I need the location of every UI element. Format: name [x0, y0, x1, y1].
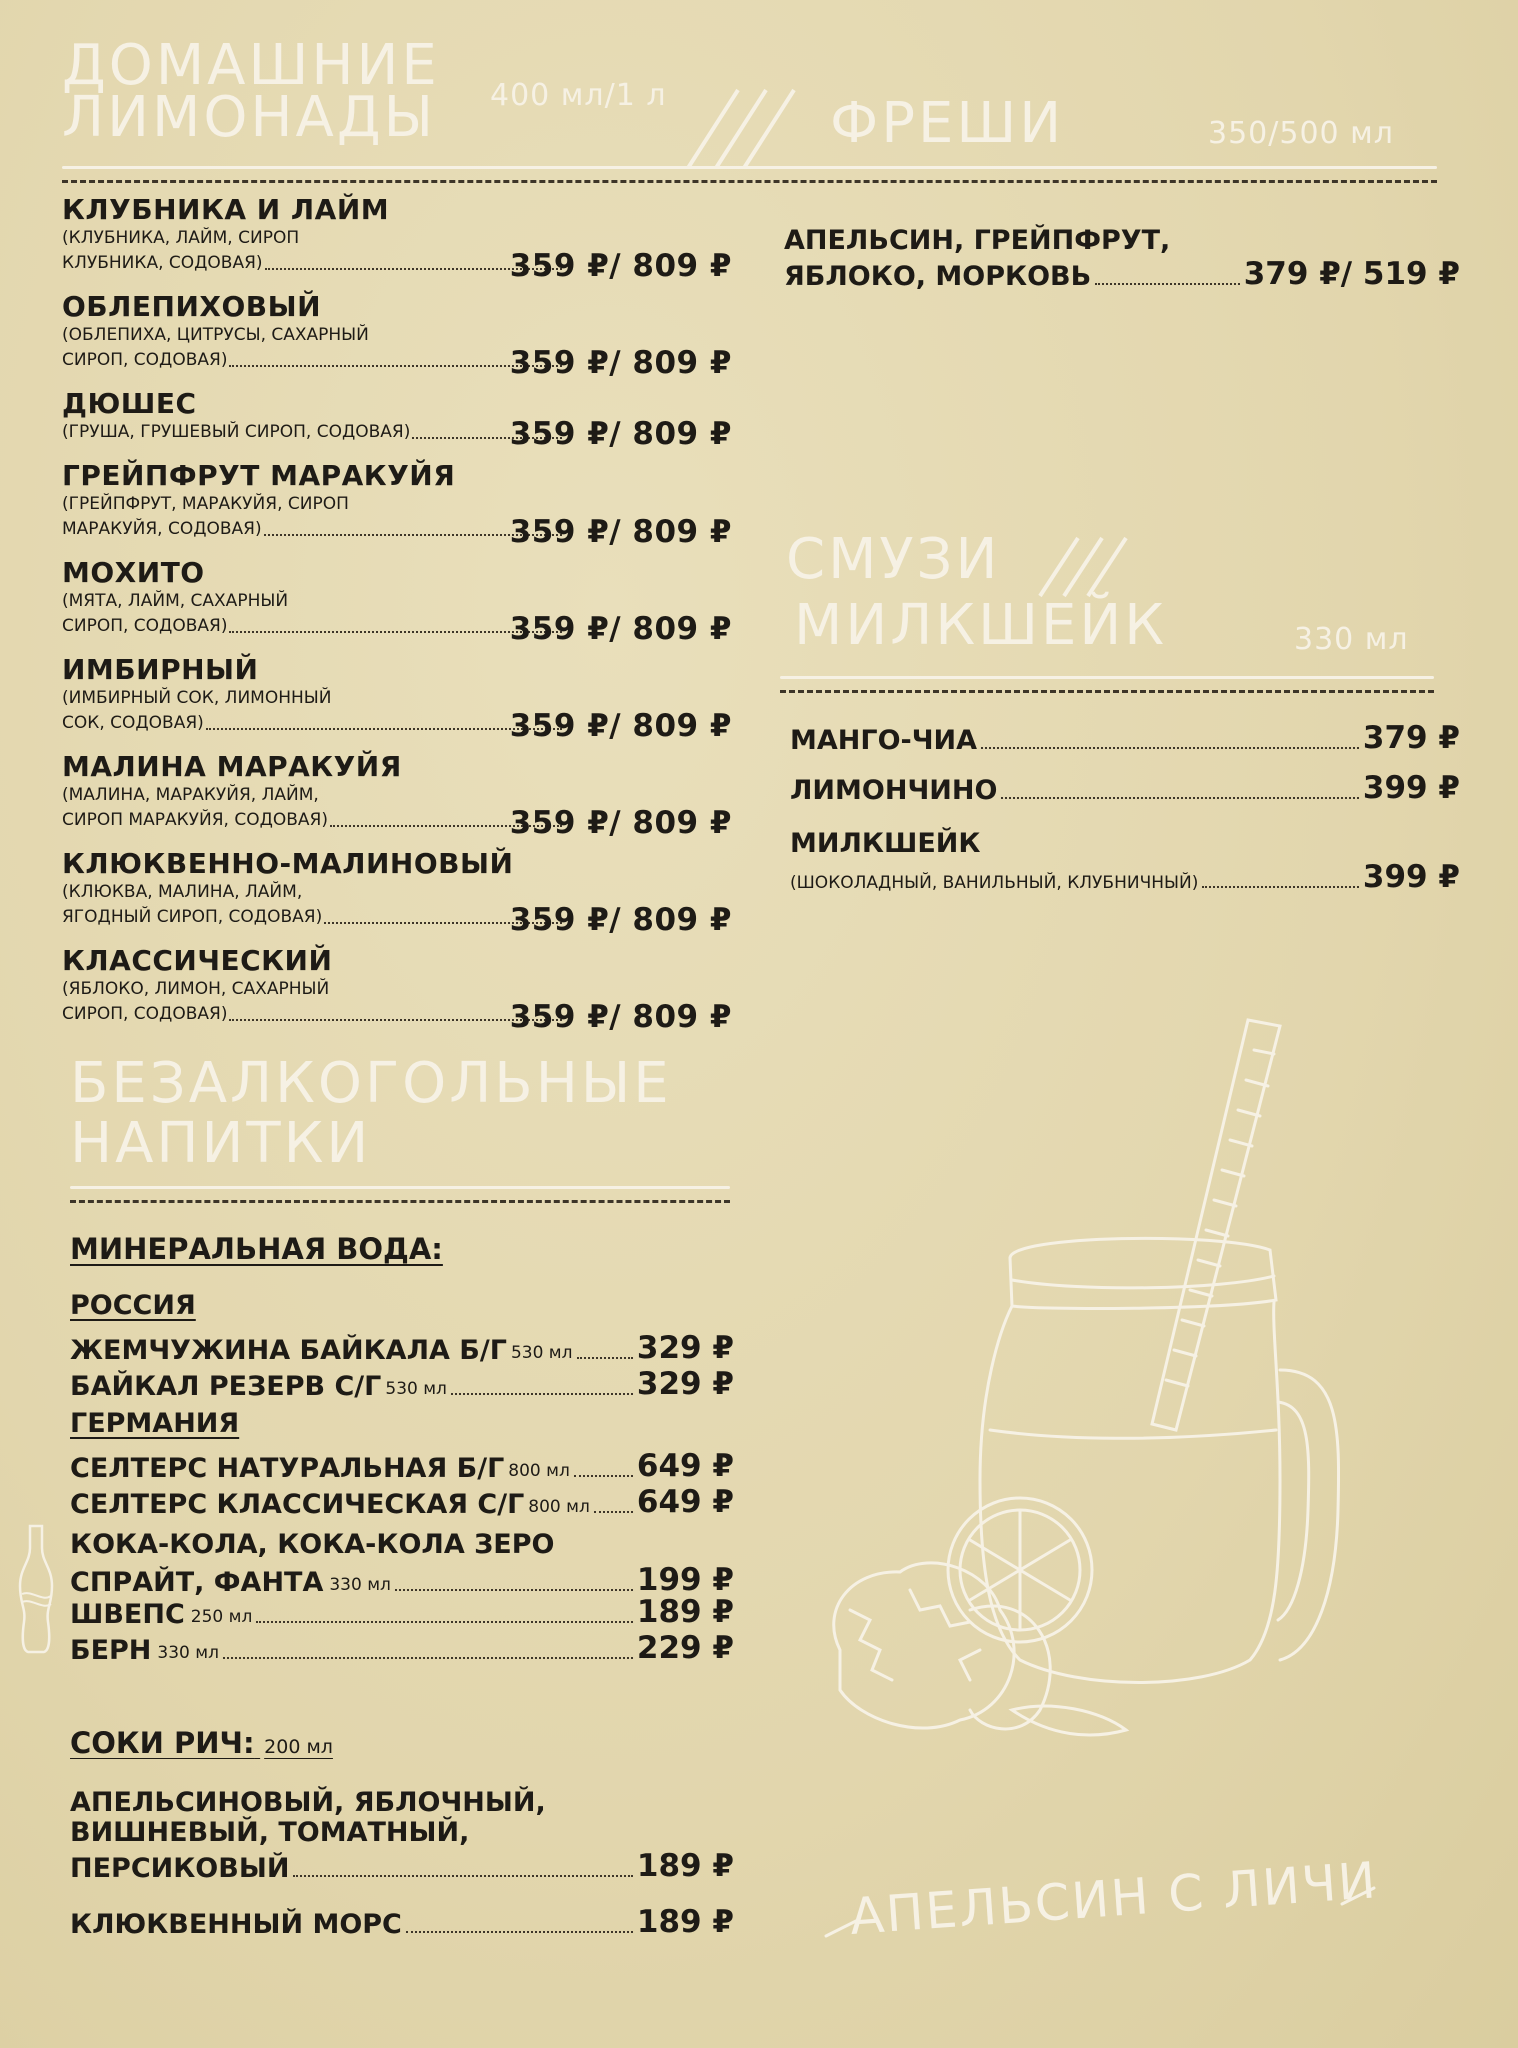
lemonade-composition: СИРОП, СОДОВАЯ)	[62, 350, 228, 370]
cola-item	[70, 1528, 734, 1598]
lemonade-item	[62, 653, 732, 744]
lemonade-composition: (ЯБЛОКО, ЛИМОН, САХАРНЫЙ	[62, 979, 330, 999]
leader-dots	[451, 1393, 633, 1395]
leader-dots	[223, 1657, 633, 1659]
drink-price: 189 ₽	[636, 1594, 734, 1630]
drink-price: 229 ₽	[636, 1630, 734, 1666]
lemonades-title-line1: ДОМАШНИЕ	[62, 33, 440, 98]
smoothie-name: ЛИМОНЧИНО	[790, 775, 998, 806]
leader-dots	[395, 1589, 633, 1591]
lemonade-item	[62, 750, 732, 841]
cola-name-line2: СПРАЙТ, ФАНТА	[70, 1567, 324, 1598]
lemonades-title-line2: ЛИМОНАДЫ	[62, 85, 436, 150]
lemonade-name: КЛЮКВЕННО-МАЛИНОВЫЙ	[62, 847, 514, 880]
drink-price: 189 ₽	[636, 1904, 734, 1940]
smoothie-volume: 330 мл	[1294, 622, 1409, 657]
lemonades-volume: 400 мл/1 л	[490, 78, 667, 113]
chalk-underline-soft	[70, 1186, 730, 1189]
slashes-decoration-smoothie	[1030, 534, 1160, 600]
leader-dots	[256, 1621, 633, 1623]
fresh-volume: 350/500 мл	[1208, 116, 1394, 151]
leader-dots	[293, 1875, 633, 1877]
lemonade-price: 359 ₽/ 809 ₽	[509, 611, 732, 647]
lemonade-composition: СИРОП, СОДОВАЯ)	[62, 616, 228, 636]
soft-drinks-title-line2: НАПИТКИ	[70, 1111, 372, 1176]
mineral-water-heading: МИНЕРАЛЬНАЯ ВОДА:	[70, 1232, 443, 1266]
lemonade-composition: (МАЛИНА, МАРАКУЙЯ, ЛАЙМ,	[62, 785, 319, 805]
lemonade-name: ДЮШЕС	[62, 387, 197, 420]
chalk-underline-smoothie	[780, 676, 1434, 679]
drink-name: КЛЮКВЕННЫЙ МОРС	[70, 1909, 402, 1940]
leader-dots	[206, 728, 562, 730]
lemonade-price: 359 ₽/ 809 ₽	[509, 416, 732, 452]
chalk-underline-top	[62, 166, 1437, 169]
lemonade-name: ГРЕЙПФРУТ МАРАКУЙЯ	[62, 459, 456, 492]
lemonade-price: 359 ₽/ 809 ₽	[509, 345, 732, 381]
leader-dots	[577, 1357, 633, 1359]
drink-item	[70, 1594, 734, 1630]
lemonade-item	[62, 847, 732, 938]
russia-heading: РОССИЯ	[70, 1290, 196, 1321]
juice-line3: ПЕРСИКОВЫЙ	[70, 1853, 290, 1884]
leader-dots	[406, 1931, 633, 1933]
lemonade-composition: (ГРУША, ГРУШЕВЫЙ СИРОП, СОДОВАЯ)	[62, 422, 411, 442]
drink-price: 649 ₽	[636, 1448, 734, 1484]
fresh-name-line1: АПЕЛЬСИН, ГРЕЙПФРУТ,	[784, 225, 1171, 256]
lemonade-item	[62, 556, 732, 647]
slashes-decoration-top	[668, 86, 818, 170]
drink-volume: 330 мл	[329, 1575, 391, 1595]
cola-name-line1: КОКА-КОЛА, КОКА-КОЛА ЗЕРО	[70, 1529, 555, 1560]
smoothie-name: МАНГО-ЧИА	[790, 725, 978, 756]
soft-drinks-title	[70, 1051, 672, 1176]
juice-item	[70, 1788, 734, 1884]
caption-flourish	[822, 1880, 1382, 1950]
lemonade-name: МОХИТО	[62, 556, 205, 589]
leader-dots	[574, 1475, 633, 1477]
lemonade-price: 359 ₽/ 809 ₽	[509, 708, 732, 744]
fresh-price: 379 ₽/ 519 ₽	[1243, 256, 1460, 292]
smoothie-item	[790, 720, 1460, 756]
germany-heading: ГЕРМАНИЯ	[70, 1408, 240, 1439]
drink-item	[70, 1330, 734, 1366]
drink-name: БАЙКАЛ РЕЗЕРВ С/Г	[70, 1371, 382, 1402]
leader-dots	[594, 1511, 633, 1513]
juice-heading-label: СОКИ РИЧ:	[70, 1726, 255, 1760]
lemonade-price: 359 ₽/ 809 ₽	[509, 999, 732, 1035]
smoothie-name: МИЛКШЕЙК	[790, 828, 981, 859]
lemonade-composition: (МЯТА, ЛАЙМ, САХАРНЫЙ	[62, 591, 289, 611]
lemonade-composition: СОК, СОДОВАЯ)	[62, 713, 204, 733]
drink-name: ШВЕПС	[70, 1599, 185, 1630]
drink-name: БЕРН	[70, 1635, 152, 1666]
lemonade-composition: (ОБЛЕПИХА, ЦИТРУСЫ, САХАРНЫЙ	[62, 325, 369, 345]
lemonade-item	[62, 290, 732, 381]
leader-dots	[1001, 797, 1359, 799]
lemonade-price: 359 ₽/ 809 ₽	[509, 902, 732, 938]
juice-line1: АПЕЛЬСИНОВЫЙ, ЯБЛОЧНЫЙ,	[70, 1787, 546, 1818]
jar-illustration	[780, 1010, 1340, 1770]
drink-item	[70, 1484, 734, 1520]
drink-volume: 530 мл	[385, 1379, 447, 1399]
juice-heading-volume: 200 мл	[264, 1736, 333, 1758]
smoothie-title-line2: МИЛКШЕЙК	[794, 593, 1167, 658]
lemonade-price: 359 ₽/ 809 ₽	[509, 248, 732, 284]
lemonade-name: ОБЛЕПИХОВЫЙ	[62, 290, 322, 323]
smoothie-composition: (ШОКОЛАДНЫЙ, ВАНИЛЬНЫЙ, КЛУБНИЧНЫЙ)	[790, 873, 1199, 893]
drink-volume: 250 мл	[190, 1607, 253, 1627]
lemonade-composition: СИРОП МАРАКУЙЯ, СОДОВАЯ)	[62, 810, 328, 830]
juice-line2: ВИШНЕВЫЙ, ТОМАТНЫЙ,	[70, 1817, 470, 1848]
drink-price: 189 ₽	[636, 1848, 734, 1884]
drink-volume: 330 мл	[157, 1643, 219, 1663]
drink-item	[70, 1904, 734, 1940]
lemonade-item	[62, 387, 732, 452]
lemonades-title	[62, 33, 440, 150]
lemonade-composition: КЛУБНИКА, СОДОВАЯ)	[62, 253, 263, 273]
lemonade-item	[62, 944, 732, 1035]
lemonade-name: КЛУБНИКА И ЛАЙМ	[62, 193, 390, 226]
fresh-item	[784, 226, 1460, 290]
drink-price: 199 ₽	[636, 1562, 734, 1598]
dashed-divider-smoothie	[780, 690, 1434, 693]
cola-bottle-icon	[14, 1522, 58, 1656]
lemonade-composition: (КЛЮКВА, МАЛИНА, ЛАЙМ,	[62, 882, 303, 902]
drink-name: ЖЕМЧУЖИНА БАЙКАЛА Б/Г	[70, 1335, 507, 1366]
smoothie-item	[790, 828, 1460, 895]
smoothie-price: 399 ₽	[1362, 770, 1460, 806]
fresh-title: ФРЕШИ	[830, 91, 1065, 156]
drink-price: 329 ₽	[636, 1330, 734, 1366]
drink-item	[70, 1630, 734, 1666]
lemonade-price: 359 ₽/ 809 ₽	[509, 514, 732, 550]
lemonade-composition: (ГРЕЙПФРУТ, МАРАКУЙЯ, СИРОП	[62, 494, 349, 514]
drink-volume: 800 мл	[528, 1497, 590, 1517]
lemonade-item	[62, 193, 732, 284]
dashed-divider-soft	[70, 1200, 730, 1203]
drink-volume: 530 мл	[510, 1343, 573, 1363]
lemonade-name: ИМБИРНЫЙ	[62, 653, 259, 686]
drink-item	[70, 1448, 734, 1484]
lemonade-composition: ЯГОДНЫЙ СИРОП, СОДОВАЯ)	[62, 907, 323, 927]
lemonade-composition: (ИМБИРНЫЙ СОК, ЛИМОННЫЙ	[62, 688, 332, 708]
lemonade-composition: МАРАКУЙЯ, СОДОВАЯ)	[62, 519, 262, 539]
soft-drinks-title-line1: БЕЗАЛКОГОЛЬНЫЕ	[70, 1051, 672, 1116]
lemonade-name: КЛАССИЧЕСКИЙ	[62, 944, 333, 977]
smoothie-price: 379 ₽	[1362, 720, 1460, 756]
drink-name: СЕЛТЕРС НАТУРАЛЬНАЯ Б/Г	[70, 1453, 505, 1484]
lemonade-composition: СИРОП, СОДОВАЯ)	[62, 1004, 228, 1024]
juice-heading	[70, 1726, 333, 1760]
drink-price: 649 ₽	[636, 1484, 734, 1520]
drink-item	[70, 1366, 734, 1402]
smoothie-item	[790, 770, 1460, 806]
leader-dots	[981, 747, 1359, 749]
drink-volume: 800 мл	[508, 1461, 570, 1481]
illustration-caption: АПЕЛЬСИН С ЛИЧИ	[847, 1851, 1380, 1946]
lemonade-price: 359 ₽/ 809 ₽	[509, 805, 732, 841]
lemonade-name: МАЛИНА МАРАКУЙЯ	[62, 750, 402, 783]
drink-price: 329 ₽	[636, 1366, 734, 1402]
lemonade-composition: (КЛУБНИКА, ЛАЙМ, СИРОП	[62, 228, 300, 248]
dashed-divider-top	[62, 180, 1437, 183]
lemonade-item	[62, 459, 732, 550]
smoothie-price: 399 ₽	[1362, 859, 1460, 895]
drink-name: СЕЛТЕРС КЛАССИЧЕСКАЯ С/Г	[70, 1489, 525, 1520]
leader-dots	[1202, 886, 1359, 888]
leader-dots	[1095, 283, 1240, 285]
smoothie-title-line1: СМУЗИ	[786, 527, 1001, 592]
fresh-name-line2: ЯБЛОКО, МОРКОВЬ	[784, 261, 1092, 292]
